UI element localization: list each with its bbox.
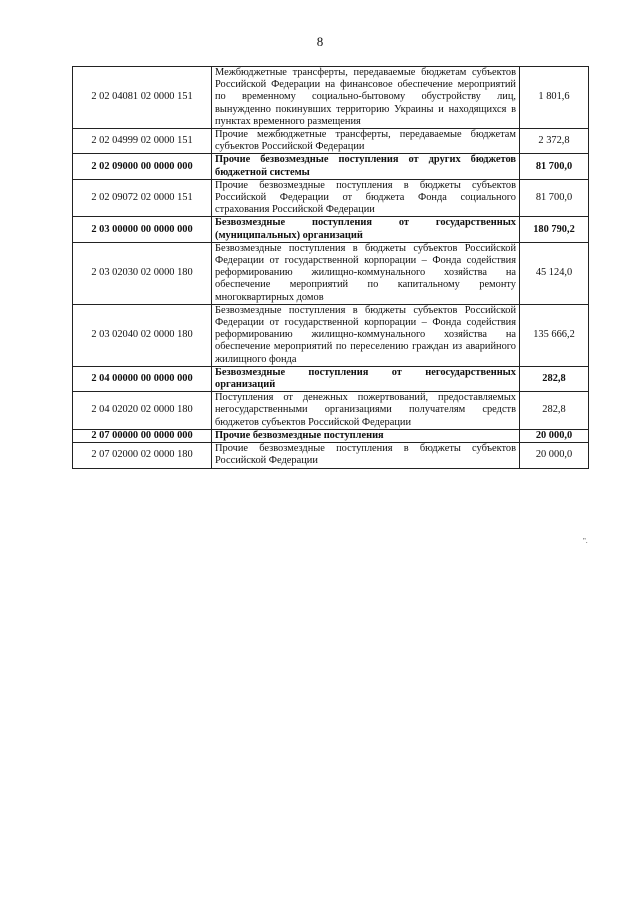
table-row	[73, 366, 589, 391]
table-row	[73, 392, 589, 430]
revenue-amount: 1 801,6	[520, 67, 589, 129]
budget-classification-code: 2 02 09000 00 0000 000	[73, 154, 212, 179]
budget-classification-code: 2 03 02030 02 0000 180	[73, 242, 212, 304]
revenue-table-body	[73, 67, 589, 469]
budget-classification-code: 2 04 02020 02 0000 180	[73, 392, 212, 430]
table-row	[73, 154, 589, 179]
table-row	[73, 217, 589, 242]
budget-classification-code: 2 02 04999 02 0000 151	[73, 129, 212, 154]
revenue-amount: 45 124,0	[520, 242, 589, 304]
revenue-item-name: Прочие безвозмездные поступления в бюджеты субъектов Российской Федерации	[212, 443, 520, 468]
budget-classification-code: 2 07 02000 02 0000 180	[73, 443, 212, 468]
revenue-item-name: Безвозмездные поступления в бюджеты субъектов Российской Федерации от государственной корпорации – Фонда содействия реформированию жилищно-коммунального хозяйства на обеспечение мероприятий по переселению граждан из аварийного жилищного фонда	[212, 304, 520, 366]
revenue-amount: 180 790,2	[520, 217, 589, 242]
budget-classification-code: 2 02 09072 02 0000 151	[73, 179, 212, 217]
table-row	[73, 429, 589, 442]
table-row	[73, 443, 589, 468]
table-row	[73, 67, 589, 129]
revenue-item-name: Межбюджетные трансферты, передаваемые бюджетам субъектов Российской Федерации на финансовое обеспечение мероприятий по временному социально-бытовому обустройству лиц, вынужденно покинувших территорию Украины и находящихся в пунктах временного размещения	[212, 67, 520, 129]
revenue-amount: 2 372,8	[520, 129, 589, 154]
revenue-amount: 282,8	[520, 366, 589, 391]
revenue-item-name: Прочие межбюджетные трансферты, передаваемые бюджетам субъектов Российской Федерации	[212, 129, 520, 154]
revenue-item-name: Прочие безвозмездные поступления	[212, 429, 520, 442]
budget-classification-code: 2 03 02040 02 0000 180	[73, 304, 212, 366]
budget-classification-code: 2 02 04081 02 0000 151	[73, 67, 212, 129]
table-row	[73, 179, 589, 217]
closing-quote-mark: ".	[583, 537, 588, 545]
revenue-amount: 81 700,0	[520, 179, 589, 217]
revenue-amount: 20 000,0	[520, 429, 589, 442]
revenue-item-name: Прочие безвозмездные поступления от других бюджетов бюджетной системы	[212, 154, 520, 179]
budget-classification-code: 2 07 00000 00 0000 000	[73, 429, 212, 442]
revenue-amount: 81 700,0	[520, 154, 589, 179]
revenue-item-name: Прочие безвозмездные поступления в бюджеты субъектов Российской Федерации от бюджета Фонда социального страхования Российской Федерации	[212, 179, 520, 217]
revenue-item-name: Безвозмездные поступления от государственных (муниципальных) организаций	[212, 217, 520, 242]
table-row	[73, 304, 589, 366]
revenue-item-name: Безвозмездные поступления от негосударственных организаций	[212, 366, 520, 391]
revenue-amount: 282,8	[520, 392, 589, 430]
page-number: 8	[316, 34, 324, 49]
revenue-amount: 135 666,2	[520, 304, 589, 366]
budget-classification-code: 2 04 00000 00 0000 000	[73, 366, 212, 391]
revenue-item-name: Безвозмездные поступления в бюджеты субъектов Российской Федерации от государственной корпорации – Фонда содействия реформированию жилищно-коммунального хозяйства на обеспечение мероприятий по капитальному ремонту многоквартирных домов	[212, 242, 520, 304]
table-row	[73, 242, 589, 304]
revenue-table	[72, 66, 589, 469]
revenue-item-name: Поступления от денежных пожертвований, предоставляемых негосударственными организациями получателям средств бюджетов субъектов Российской Федерации	[212, 392, 520, 430]
table-row	[73, 129, 589, 154]
budget-classification-code: 2 03 00000 00 0000 000	[73, 217, 212, 242]
revenue-amount: 20 000,0	[520, 443, 589, 468]
